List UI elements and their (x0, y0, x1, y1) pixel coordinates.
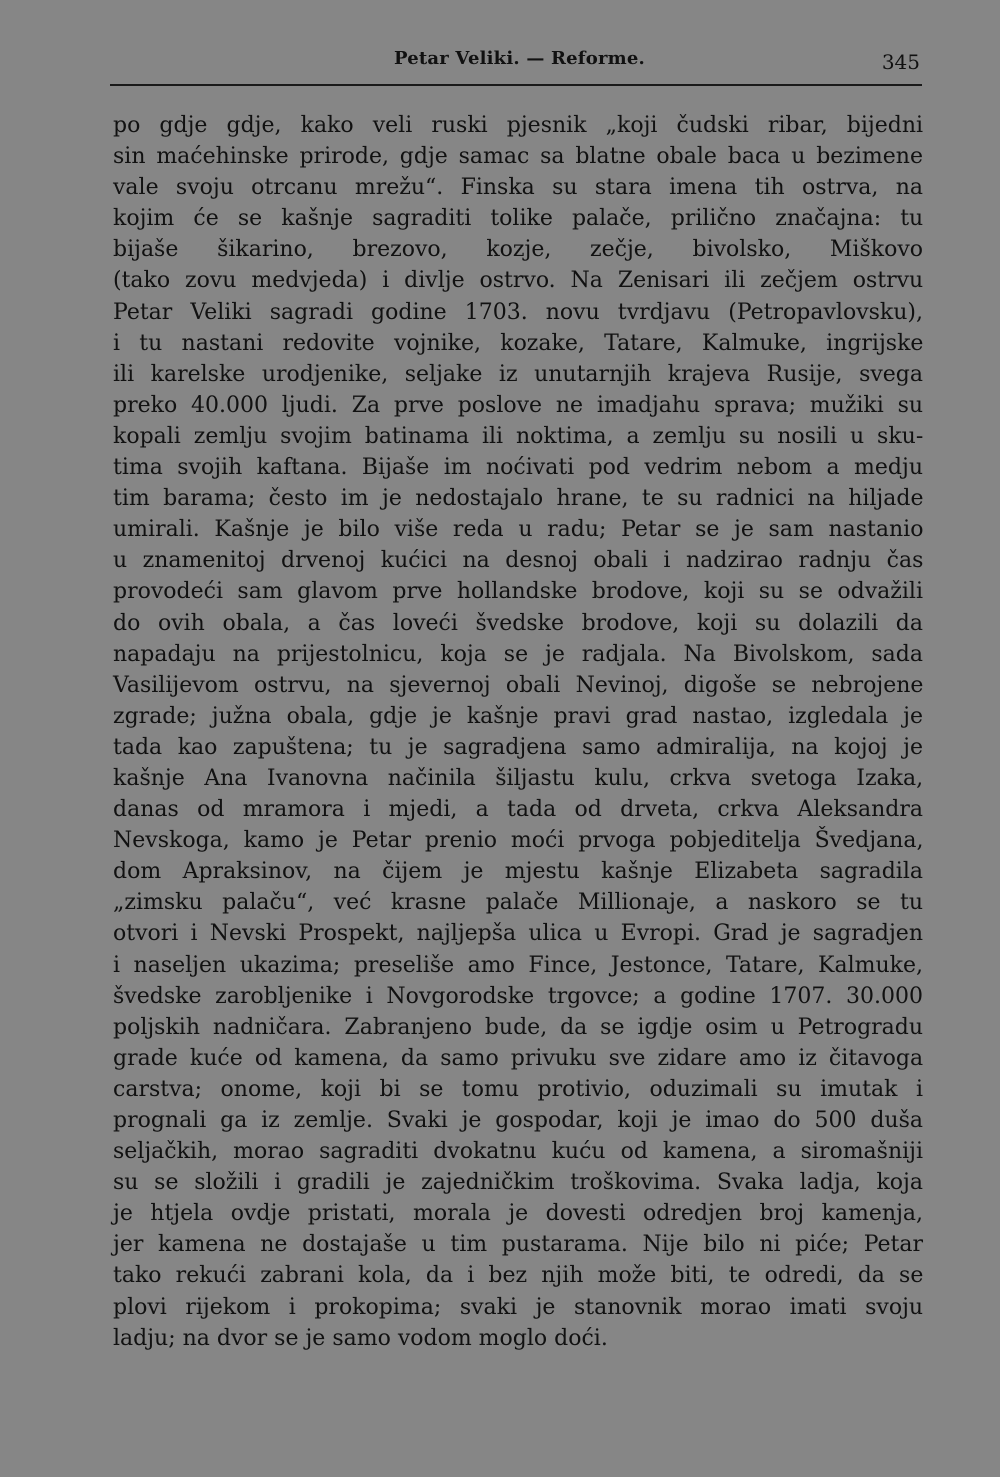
text-line: tada kao zapuštena; tu je sagradjena samo admiralija, na kojoj je (113, 734, 923, 760)
text-line: sin maćehinske prirode, gdje samac sa blatne obale baca u bezimene (113, 144, 923, 170)
text-line: „zimsku palaču“, već krasne palače Millionaje, a naskoro se tu (113, 890, 923, 916)
text-line: i naseljen ukazima; preseliše amo Fince, Jestonce, Tatare, Kalmuke, (113, 952, 923, 978)
running-title: Petar Veliki. — Reforme. (394, 48, 645, 69)
body-text (113, 110, 923, 1354)
text-line: su se složili i gradili je zajedničkim troškovima. Svaka ladja, koja (113, 1170, 923, 1196)
text-line: seljačkih, morao sagraditi dvokatnu kuću od kamena, a siromašniji (113, 1139, 924, 1165)
text-line: tima svojih kaftana. Bijaše im noćivati pod vedrim nebom a medju (113, 455, 923, 481)
text-line: je htjela ovdje pristati, morala je dovesti odredjen broj kamenja, (113, 1201, 923, 1227)
text-line: kopali zemlju svojim batinama ili noktima, a zemlju su nosili u sku- (113, 423, 924, 449)
text-line: danas od mramora i mjedi, a tada od drveta, crkva Aleksandra (113, 797, 923, 823)
text-line: u znamenitoj drvenoj kućici na desnoj obali i nadzirao radnju čas (113, 548, 924, 574)
text-line: jer kamena ne dostajaše u tim pustarama. Nije bilo ni piće; Petar (113, 1232, 923, 1258)
text-line: plovi rijekom i prokopima; svaki je stanovnik morao imati svoju (113, 1294, 924, 1320)
text-line: Vasilijevom ostrvu, na sjevernoj obali Nevinoj, digoše se nebrojene (113, 672, 924, 698)
text-line: carstva; onome, koji bi se tomu protivio, oduzimali su imutak i (113, 1076, 923, 1102)
text-line: bijaše šikarino, brezovo, kozje, zečje, bivolsko, Miškovo (113, 237, 923, 263)
text-line: kašnje Ana Ivanovna načinila šiljastu kulu, crkva svetoga Izaka, (113, 765, 924, 791)
text-line: ladju; na dvor se je samo vodom moglo doći. (113, 1325, 608, 1351)
running-header (110, 44, 922, 86)
text-line: otvori i Nevski Prospekt, najljepša ulica u Evropi. Grad je sagradjen (113, 921, 923, 947)
text-line: švedske zarobljenike i Novgorodske trgovce; a godine 1707. 30.000 (113, 983, 923, 1009)
text-line: dom Apraksinov, na čijem je mjestu kašnje Elizabeta sagradila (113, 859, 923, 885)
text-line: Nevskoga, kamo je Petar prenio moći prvoga pobjeditelja Švedjana, (113, 828, 924, 854)
text-line: provodeći sam glavom prve hollandske brodove, koji su se odvažili (113, 579, 923, 605)
text-line: umirali. Kašnje je bilo više reda u radu; Petar se je sam nastanio (113, 517, 924, 543)
text-line: zgrade; južna obala, gdje je kašnje pravi grad nastao, izgledala je (113, 703, 923, 729)
text-line: vale svoju otrcanu mrežu“. Finska su stara imena tih ostrva, na (113, 175, 923, 201)
text-line: ili karelske urodjenike, seljake iz unutarnjih krajeva Rusije, svega (113, 361, 923, 387)
text-line: prognali ga iz zemlje. Svaki je gospodar, koji je imao do 500 duša (113, 1108, 923, 1133)
text-line: do ovih obala, a čas loveći švedske brodove, koji su dolazili da (113, 610, 923, 636)
text-line: tako rekući zabrani kola, da i bez njih može biti, te odredi, da se (113, 1263, 924, 1289)
text-line: poljskih nadničara. Zabranjeno bude, da se igdje osim u Petrogradu (113, 1014, 924, 1040)
text-line: grade kuće od kamena, da samo privuku sve zidare amo iz čitavoga (113, 1045, 924, 1071)
text-line: (tako zovu medvjeda) i divlje ostrvo. Na Zenisari ili zečjem ostrvu (113, 268, 924, 294)
text-line: napadaju na prijestolnicu, koja se je radjala. Na Bivolskom, sada (113, 641, 923, 667)
text-line: po gdje gdje, kako veli ruski pjesnik „koji čudski ribar, bijedni (113, 113, 924, 138)
text-line: Petar Veliki sagradi godine 1703. novu tvrdjavu (Petropavlovsku), (113, 299, 923, 325)
text-line: kojim će se kašnje sagraditi tolike palače, prilično značajna: tu (113, 206, 924, 232)
text-line: preko 40.000 ljudi. Za prve poslove ne imadjahu sprava; mužiki su (113, 392, 924, 418)
text-line: i tu nastani redovite vojnike, kozake, Tatare, Kalmuke, ingrijske (113, 330, 924, 356)
text-line: tim barama; često im je nedostajalo hrane, te su radnici na hiljade (113, 486, 924, 512)
page-number: 345 (881, 50, 920, 74)
